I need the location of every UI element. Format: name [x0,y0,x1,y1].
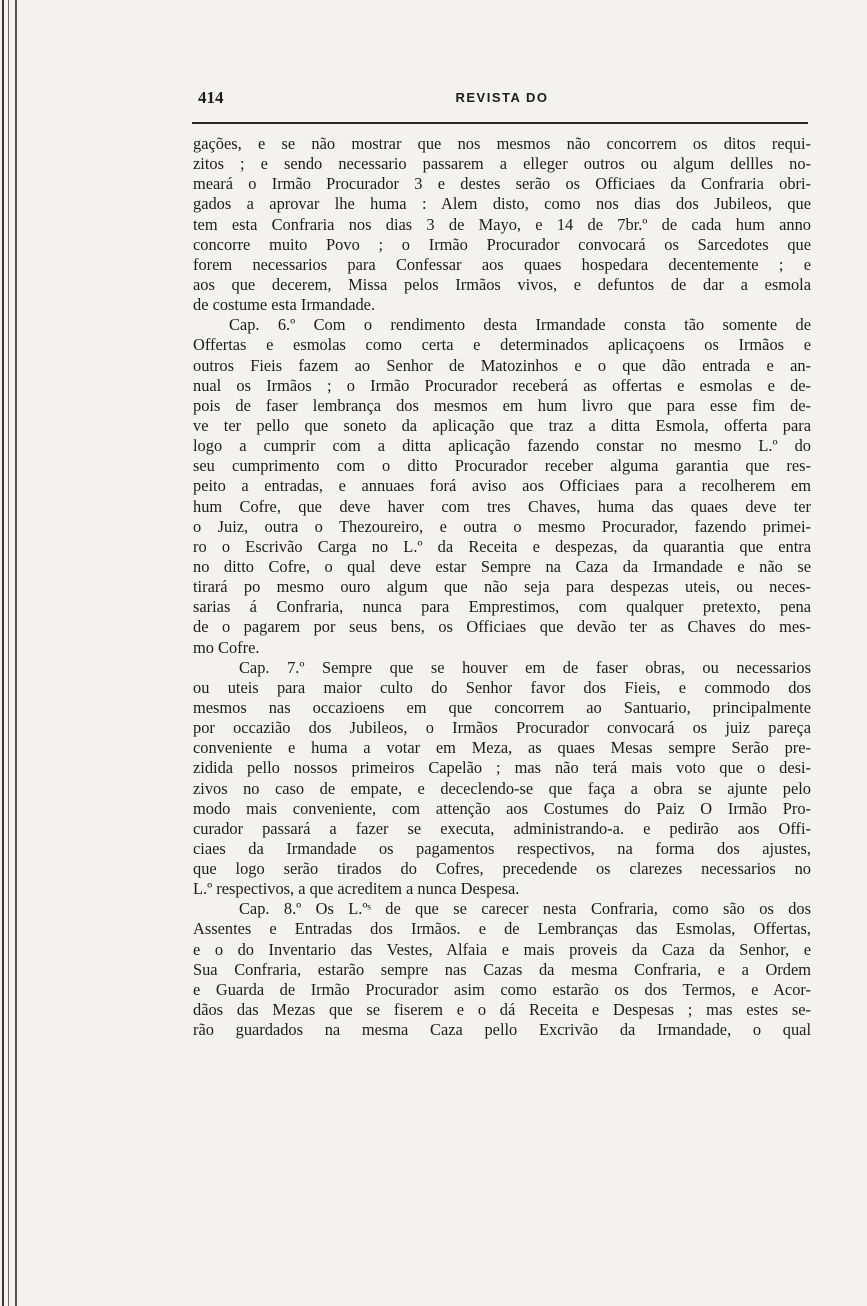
text-line: pois de faser lembrança dos mesmos em hum livro que para esse fim de- [193,395,811,415]
text-line: sarias á Confraria, nunca para Emprestimos, com qualquer pretexto, pena [193,597,811,617]
text-line: gados a aprovar lhe huma : Alem disto, como nos dias dos Jubileos, que [193,194,811,214]
text-line: hum Cofre, que deve haver com tres Chaves, huma das quaes deve ter [193,496,811,516]
text-line: nual os Irmãos ; o Irmão Procurador receberá as offertas e esmolas e de- [193,375,811,395]
text-line: zitos ; e sendo necessario passarem a elleger outros ou algum dellles no- [193,154,811,174]
running-title: REVISTA DO [455,90,549,105]
chapter-6-start: Cap. 6.º Com o rendimento desta Irmandade consta tão somente de [229,315,811,335]
page-header [196,84,808,118]
text-line: seu cumprimento com o ditto Procurador receber alguma garantia que res- [193,456,811,476]
text-line: modo mais conveniente, com attenção aos Costumes do Paiz O Irmão Pro- [193,798,811,818]
text-line: e o do Inventario das Vestes, Alfaia e mais proveis da Caza da Senhor, e [193,939,811,959]
text-line: forem necessarios para Confessar aos quaes hospedara decentemente ; e [193,254,811,274]
text-line: de costume esta Irmandade. [193,295,376,315]
binding-edge [0,0,22,1306]
text-line: ve ter pello que soneto da aplicação que traz a ditta Esmola, offerta para [193,415,811,435]
text-line: zidida pello nossos primeiros Capelão ; mas não terá mais voto que o desi- [193,758,811,778]
text-line: curador passará a fazer se executa, administrando-a. e pedirão aos Offi- [193,818,811,838]
header-rule [192,122,808,124]
text-line: L.º respectivos, a que acreditem a nunca Despesa. [193,879,520,899]
text-line: Assentes e Entradas dos Irmãos. e de Lembranças das Esmolas, Offertas, [193,919,811,939]
text-line: no ditto Cofre, o qual deve estar Sempre na Caza da Irmandade e não se [193,556,811,576]
text-line: rão guardados na mesma Caza pello Excrivão da Irmandade, o qual [193,1020,811,1040]
text-line: ou uteis para maior culto do Senhor favor dos Fieis, e commodo dos [193,677,811,697]
text-line: tirará po mesmo ouro algum que não seja para despezas uteis, ou neces- [193,577,811,597]
text-line: por occazião dos Jubileos, o Irmãos Procurador convocará os juiz pareça [193,718,811,738]
text-line: meará o Irmão Procurador 3 e destes serão os Officiaes da Confraria obri- [193,174,811,194]
text-line: zivos no caso de empate, e dececlendo-se que faça a obra se ajunte pelo [193,778,811,798]
text-line: mesmos nas occazioens em que concorrem ao Santuario, principalmente [193,697,811,717]
text-line: ciaes da Irmandade os pagamentos respectivos, na forma dos ajustes, [193,838,811,858]
text-line: o Juiz, outra o Thezoureiro, e outra o mesmo Procurador, fazendo primei- [193,516,811,536]
text-line: que logo serão tirados do Cofres, precedende os clarezes necessarios no [193,859,811,879]
text-line: peito a entradas, e annuaes forá aviso aos Officiaes para a recolherem em [193,476,811,496]
text-line: concorre muito Povo ; o Irmão Procurador convocará os Sarcedotes que [193,234,811,254]
chapter-7-start: Cap. 7.º Sempre que se houver em de faser obras, ou necessarios [239,657,811,677]
text-line: mo Cofre. [193,637,260,657]
page-number: 414 [198,88,224,107]
text-line: tem esta Confraria nos dias 3 de Mayo, e 14 de 7br.º de cada hum anno [193,214,811,234]
text-line: conveniente e huma a votar em Meza, as quaes Mesas sempre Serão pre- [193,738,811,758]
text-line: de o pagarem por seus bens, os Officiaes que devão ter as Chaves do mes- [193,617,811,637]
text-line: Offertas e esmolas como certa e determinados aplicaçoens os Irmãos e [193,335,811,355]
text-line: e Guarda de Irmão Procurador asim como estarão os dos Termos, e Acor- [193,979,811,999]
text-line: ro o Escrivão Carga no L.º da Receita e despezas, da quarantia que entra [193,536,811,556]
chapter-8-start: Cap. 8.º Os L.ºˢ de que se carecer nesta Confraria, como são os dos [239,899,811,919]
text-line: dãos das Mezas que se fiserem e o dá Receita e Despesas ; mas estes se- [193,1000,811,1020]
text-line: aos que decerem, Missa pelos Irmãos vivos, e defuntos de dar a esmola [193,274,811,294]
body-text [193,134,811,1040]
text-line: gações, e se não mostrar que nos mesmos não concorrem os ditos requi- [193,134,811,153]
text-line: Sua Confraria, estarão sempre nas Cazas da mesma Confraria, e a Ordem [193,959,811,979]
text-line: outros Fieis fazem ao Senhor de Matozinhos e o que dão entrada e an- [193,355,811,375]
text-line: logo a cumprir com a ditta aplicação fazendo constar no mesmo L.º do [193,436,811,456]
